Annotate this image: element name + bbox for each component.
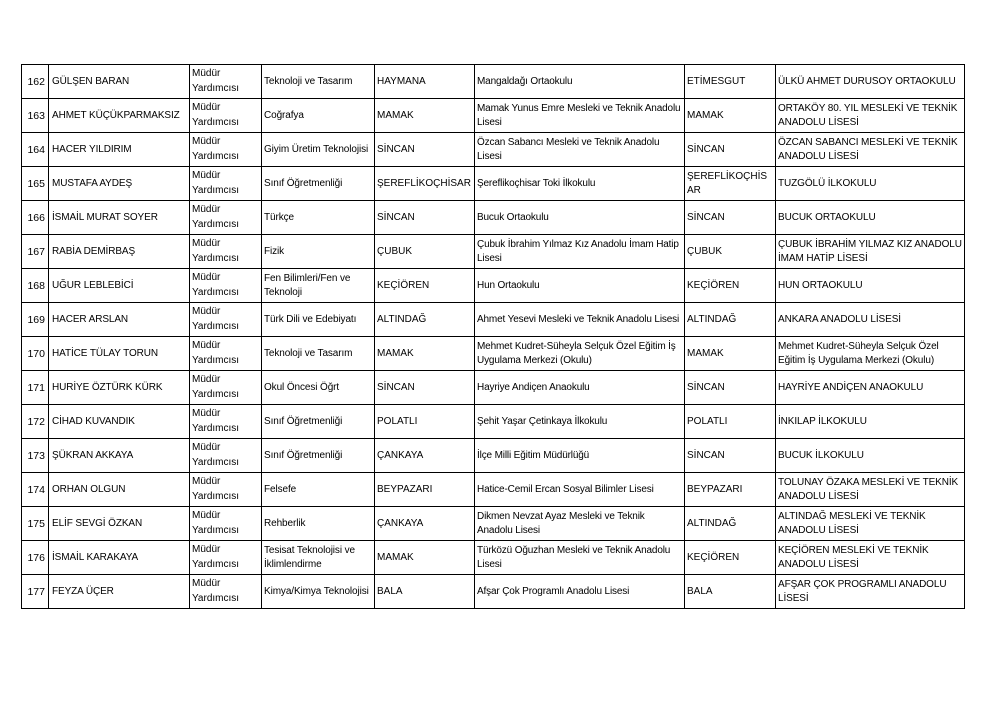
current-district-cell: ŞEREFLİKOÇHİSAR — [375, 167, 475, 201]
assigned-district-cell: SİNCAN — [685, 371, 776, 405]
person-name-cell: ORHAN OLGUN — [49, 473, 190, 507]
current-district-cell: ALTINDAĞ — [375, 303, 475, 337]
branch-cell: Rehberlik — [262, 507, 375, 541]
assignment-table — [21, 64, 965, 609]
table-row — [22, 337, 965, 371]
assigned-district-cell: ETİMESGUT — [685, 65, 776, 99]
assigned-school-cell: ÜLKÜ AHMET DURUSOY ORTAOKULU — [776, 65, 965, 99]
assigned-school-cell: İNKILAP İLKOKULU — [776, 405, 965, 439]
row-number-cell: 174 — [22, 473, 49, 507]
table-row — [22, 473, 965, 507]
assigned-school-cell: TUZGÖLÜ İLKOKULU — [776, 167, 965, 201]
person-name-cell: UĞUR LEBLEBİCİ — [49, 269, 190, 303]
row-number-cell: 168 — [22, 269, 49, 303]
branch-cell: Teknoloji ve Tasarım — [262, 65, 375, 99]
current-district-cell: MAMAK — [375, 337, 475, 371]
person-name-cell: HURİYE ÖZTÜRK KÜRK — [49, 371, 190, 405]
current-school-cell: İlçe Milli Eğitim Müdürlüğü — [475, 439, 685, 473]
branch-cell: Fizik — [262, 235, 375, 269]
current-school-cell: Mangaldağı Ortaokulu — [475, 65, 685, 99]
row-number-cell: 175 — [22, 507, 49, 541]
branch-cell: Kimya/Kimya Teknolojisi — [262, 575, 375, 609]
position-title-cell: Müdür Yardımcısı — [190, 99, 262, 133]
position-title-cell: Müdür Yardımcısı — [190, 167, 262, 201]
assigned-district-cell: MAMAK — [685, 337, 776, 371]
current-school-cell: Şehit Yaşar Çetinkaya İlkokulu — [475, 405, 685, 439]
assigned-district-cell: ÇUBUK — [685, 235, 776, 269]
position-title-cell: Müdür Yardımcısı — [190, 473, 262, 507]
table-row — [22, 541, 965, 575]
current-district-cell: BEYPAZARI — [375, 473, 475, 507]
current-school-cell: Bucuk Ortaokulu — [475, 201, 685, 235]
position-title-cell: Müdür Yardımcısı — [190, 541, 262, 575]
assigned-district-cell: SİNCAN — [685, 133, 776, 167]
assigned-district-cell: POLATLI — [685, 405, 776, 439]
position-title-cell: Müdür Yardımcısı — [190, 201, 262, 235]
person-name-cell: GÜLŞEN BARAN — [49, 65, 190, 99]
position-title-cell: Müdür Yardımcısı — [190, 575, 262, 609]
person-name-cell: ŞÜKRAN AKKAYA — [49, 439, 190, 473]
assigned-school-cell: Mehmet Kudret-Süheyla Selçuk Özel Eğitim İş Uygulama Merkezi (Okulu) — [776, 337, 965, 371]
assigned-district-cell: KEÇİÖREN — [685, 269, 776, 303]
current-school-cell: Hatice-Cemil Ercan Sosyal Bilimler Lisesi — [475, 473, 685, 507]
position-title-cell: Müdür Yardımcısı — [190, 133, 262, 167]
person-name-cell: İSMAİL KARAKAYA — [49, 541, 190, 575]
row-number-cell: 176 — [22, 541, 49, 575]
current-district-cell: ÇUBUK — [375, 235, 475, 269]
current-district-cell: BALA — [375, 575, 475, 609]
branch-cell: Coğrafya — [262, 99, 375, 133]
branch-cell: Türk Dili ve Edebiyatı — [262, 303, 375, 337]
table-row — [22, 235, 965, 269]
current-district-cell: MAMAK — [375, 99, 475, 133]
position-title-cell: Müdür Yardımcısı — [190, 235, 262, 269]
assigned-school-cell: ÖZCAN SABANCI MESLEKİ VE TEKNİK ANADOLU LİSESİ — [776, 133, 965, 167]
branch-cell: Giyim Üretim Teknolojisi — [262, 133, 375, 167]
row-number-cell: 165 — [22, 167, 49, 201]
person-name-cell: FEYZA ÜÇER — [49, 575, 190, 609]
position-title-cell: Müdür Yardımcısı — [190, 303, 262, 337]
table-row — [22, 167, 965, 201]
person-name-cell: HATİCE TÜLAY TORUN — [49, 337, 190, 371]
assigned-district-cell: KEÇİÖREN — [685, 541, 776, 575]
row-number-cell: 169 — [22, 303, 49, 337]
table-row — [22, 201, 965, 235]
position-title-cell: Müdür Yardımcısı — [190, 65, 262, 99]
branch-cell: Sınıf Öğretmenliği — [262, 167, 375, 201]
branch-cell: Okul Öncesi Öğrt — [262, 371, 375, 405]
current-school-cell: Ahmet Yesevi Mesleki ve Teknik Anadolu Lisesi — [475, 303, 685, 337]
table-body — [22, 65, 965, 609]
row-number-cell: 171 — [22, 371, 49, 405]
assigned-school-cell: HUN ORTAOKULU — [776, 269, 965, 303]
assigned-school-cell: HAYRİYE ANDİÇEN ANAOKULU — [776, 371, 965, 405]
assigned-school-cell: ÇUBUK İBRAHİM YILMAZ KIZ ANADOLU İMAM HATİP LİSESİ — [776, 235, 965, 269]
assigned-district-cell: SİNCAN — [685, 201, 776, 235]
person-name-cell: ELİF SEVGİ ÖZKAN — [49, 507, 190, 541]
table-row — [22, 303, 965, 337]
current-school-cell: Türközü Oğuzhan Mesleki ve Teknik Anadolu Lisesi — [475, 541, 685, 575]
table-row — [22, 99, 965, 133]
person-name-cell: HACER YILDIRIM — [49, 133, 190, 167]
assigned-school-cell: BUCUK ORTAOKULU — [776, 201, 965, 235]
assigned-district-cell: MAMAK — [685, 99, 776, 133]
row-number-cell: 164 — [22, 133, 49, 167]
assigned-school-cell: ORTAKÖY 80. YIL MESLEKİ VE TEKNİK ANADOLU LİSESİ — [776, 99, 965, 133]
branch-cell: Sınıf Öğretmenliği — [262, 405, 375, 439]
current-school-cell: Hun Ortaokulu — [475, 269, 685, 303]
current-school-cell: Özcan Sabancı Mesleki ve Teknik Anadolu Lisesi — [475, 133, 685, 167]
position-title-cell: Müdür Yardımcısı — [190, 507, 262, 541]
table-row — [22, 133, 965, 167]
position-title-cell: Müdür Yardımcısı — [190, 269, 262, 303]
current-district-cell: ÇANKAYA — [375, 439, 475, 473]
row-number-cell: 173 — [22, 439, 49, 473]
branch-cell: Türkçe — [262, 201, 375, 235]
current-district-cell: ÇANKAYA — [375, 507, 475, 541]
branch-cell: Felsefe — [262, 473, 375, 507]
current-school-cell: Dikmen Nevzat Ayaz Mesleki ve Teknik Anadolu Lisesi — [475, 507, 685, 541]
assigned-school-cell: TOLUNAY ÖZAKA MESLEKİ VE TEKNİK ANADOLU LİSESİ — [776, 473, 965, 507]
person-name-cell: MUSTAFA AYDEŞ — [49, 167, 190, 201]
person-name-cell: CİHAD KUVANDIK — [49, 405, 190, 439]
current-school-cell: Çubuk İbrahim Yılmaz Kız Anadolu İmam Hatip Lisesi — [475, 235, 685, 269]
row-number-cell: 170 — [22, 337, 49, 371]
table-row — [22, 439, 965, 473]
current-school-cell: Afşar Çok Programlı Anadolu Lisesi — [475, 575, 685, 609]
current-school-cell: Hayriye Andiçen Anaokulu — [475, 371, 685, 405]
current-school-cell: Mamak Yunus Emre Mesleki ve Teknik Anadolu Lisesi — [475, 99, 685, 133]
current-district-cell: SİNCAN — [375, 133, 475, 167]
assigned-district-cell: BALA — [685, 575, 776, 609]
current-district-cell: KEÇİÖREN — [375, 269, 475, 303]
table-row — [22, 405, 965, 439]
current-district-cell: SİNCAN — [375, 371, 475, 405]
assigned-school-cell: ANKARA ANADOLU LİSESİ — [776, 303, 965, 337]
person-name-cell: RABİA DEMİRBAŞ — [49, 235, 190, 269]
table-row — [22, 269, 965, 303]
person-name-cell: HACER ARSLAN — [49, 303, 190, 337]
position-title-cell: Müdür Yardımcısı — [190, 405, 262, 439]
current-school-cell: Şereflikoçhisar Toki İlkokulu — [475, 167, 685, 201]
branch-cell: Teknoloji ve Tasarım — [262, 337, 375, 371]
table-row — [22, 65, 965, 99]
assigned-district-cell: ŞEREFLİKOÇHİSAR — [685, 167, 776, 201]
person-name-cell: İSMAİL MURAT SOYER — [49, 201, 190, 235]
row-number-cell: 167 — [22, 235, 49, 269]
branch-cell: Fen Bilimleri/Fen ve Teknoloji — [262, 269, 375, 303]
table-row — [22, 575, 965, 609]
branch-cell: Sınıf Öğretmenliği — [262, 439, 375, 473]
person-name-cell: AHMET KÜÇÜKPARMAKSIZ — [49, 99, 190, 133]
row-number-cell: 177 — [22, 575, 49, 609]
table-row — [22, 507, 965, 541]
assigned-district-cell: ALTINDAĞ — [685, 303, 776, 337]
current-district-cell: MAMAK — [375, 541, 475, 575]
assigned-school-cell: KEÇİÖREN MESLEKİ VE TEKNİK ANADOLU LİSESİ — [776, 541, 965, 575]
row-number-cell: 163 — [22, 99, 49, 133]
current-district-cell: POLATLI — [375, 405, 475, 439]
position-title-cell: Müdür Yardımcısı — [190, 439, 262, 473]
assigned-district-cell: SİNCAN — [685, 439, 776, 473]
assigned-school-cell: AFŞAR ÇOK PROGRAMLI ANADOLU LİSESİ — [776, 575, 965, 609]
row-number-cell: 166 — [22, 201, 49, 235]
row-number-cell: 172 — [22, 405, 49, 439]
assigned-school-cell: ALTINDAĞ MESLEKİ VE TEKNİK ANADOLU LİSESİ — [776, 507, 965, 541]
position-title-cell: Müdür Yardımcısı — [190, 371, 262, 405]
position-title-cell: Müdür Yardımcısı — [190, 337, 262, 371]
assigned-district-cell: BEYPAZARI — [685, 473, 776, 507]
branch-cell: Tesisat Teknolojisi ve İklimlendirme — [262, 541, 375, 575]
row-number-cell: 162 — [22, 65, 49, 99]
assigned-district-cell: ALTINDAĞ — [685, 507, 776, 541]
assigned-school-cell: BUCUK İLKOKULU — [776, 439, 965, 473]
table-row — [22, 371, 965, 405]
current-school-cell: Mehmet Kudret-Süheyla Selçuk Özel Eğitim İş Uygulama Merkezi (Okulu) — [475, 337, 685, 371]
current-district-cell: HAYMANA — [375, 65, 475, 99]
current-district-cell: SİNCAN — [375, 201, 475, 235]
